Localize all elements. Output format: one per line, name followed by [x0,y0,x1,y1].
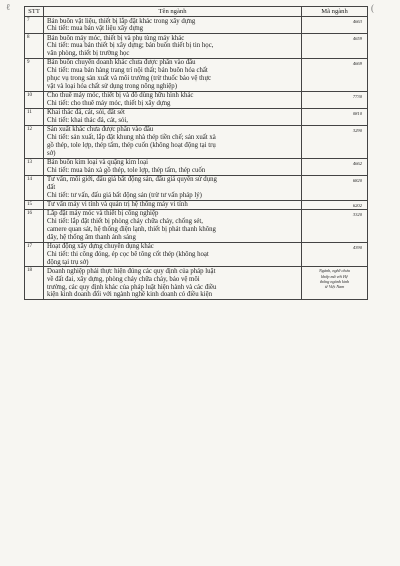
row-name [44,108,302,125]
row-name-line: Sản xuất khác chưa được phân vào đâu [47,126,154,134]
row-name-line: Chi tiết: thi công đóng, ép cọc bê tông cốt thép (không hoạt [47,250,209,258]
table-row [25,209,368,242]
row-code: 6820 [302,175,368,200]
row-name-line: dây, hệ thống âm thanh ánh sáng [47,233,136,241]
row-name-line: Tư vấn máy vi tính và quản trị hệ thống máy vi tính [47,201,188,209]
row-stt: 14 [25,175,44,200]
row-name [44,17,302,34]
row-name-line: đất [47,183,56,191]
row-name [44,91,302,108]
row-name-line: Doanh nghiệp phải thực hiện đúng các quy định của pháp luật [47,267,216,275]
header-ma-nganh: Mã ngành [302,7,368,17]
margin-mark-left: ℓ [6,2,11,12]
row-code: 3320 [302,209,368,242]
row-name-line: Bán buôn máy móc, thiết bị và phụ tùng máy khác [47,34,185,42]
row-name [44,209,302,242]
table-row [25,17,368,34]
row-name [44,200,302,209]
table-row [25,175,368,200]
row-name-line: Bán buôn vật liệu, thiết bị lắp đặt khác trong xây dựng [47,17,196,25]
row-name [44,267,302,300]
row-code-note-line: tế Việt Nam [324,284,345,290]
row-name-line: Chi tiết: tư vấn, đấu giá bất động sản (trừ tư vấn pháp lý) [47,191,202,199]
table-row [25,125,368,158]
row-stt: 9 [25,58,44,91]
row-stt: 11 [25,108,44,125]
row-name-line: Bán buôn kim loại và quặng kim loại [47,159,148,167]
row-code: 4669 [302,58,368,91]
row-name-line: động tại trụ sở) [47,258,89,266]
row-stt: 13 [25,158,44,175]
row-stt: 17 [25,242,44,267]
table-header-row [25,7,368,17]
row-name-line: Chi tiết: cho thuê máy móc, thiết bị xây dựng [47,99,171,107]
table-row [25,200,368,209]
row-name-line: kiện kinh doanh đối với ngành nghề kinh doanh có điều kiện [47,291,212,299]
header-stt: STT [25,7,44,17]
row-code: 4390 [302,242,368,267]
row-name-line: Cho thuê máy móc, thiết bị và đồ dùng hữu hình khác [47,92,194,100]
row-code: 4662 [302,158,368,175]
row-code-note-line: thống ngành kinh [319,278,350,284]
row-stt: 10 [25,91,44,108]
row-name-line: vật và loại hóa chất sử dụng trong nông nghiệp) [47,82,177,90]
row-name [44,242,302,267]
row-name [44,58,302,91]
row-name-line: Chi tiết: mua bán vật liệu xây dựng [47,25,143,33]
row-code: 7730 [302,91,368,108]
row-name [44,158,302,175]
row-stt: 16 [25,209,44,242]
row-stt: 12 [25,125,44,158]
row-name-line: Bán buôn chuyên doanh khác chưa được phân vào đâu [47,59,196,67]
row-code: 4663 [302,17,368,34]
table-row [25,267,368,300]
table-body [25,17,368,300]
row-code: 3290 [302,125,368,158]
row-name-line: về đất đai, xây dựng, phòng cháy chữa cháy, bảo vệ môi [47,275,200,283]
row-code: 0810 [302,108,368,125]
row-name-line: Chi tiết: mua bán thiết bị xây dựng; bán buôn thiết bị tin học, [47,42,214,50]
row-code-note-line: khớp mã với Hệ [321,273,348,279]
row-name-line: camere quan sát, hệ thống điện lạnh, thiết bị phát thanh không [47,225,216,233]
header-ten-nganh: Tên ngành [44,7,302,17]
row-name [44,125,302,158]
row-name-line: văn phòng, thiết bị trường học [47,50,130,58]
row-name-line: Chi tiết: mua bán xà gồ thép, tole lợp, thép tấm, thép cuốn [47,166,206,174]
row-name-line: sở) [47,149,56,157]
row-name-line: Tư vấn, môi giới, đấu giá bất động sản, đấu giá quyền sử dụng [47,176,217,184]
table-row [25,34,368,59]
row-name-line: Khai thác đá, cát, sỏi, đất sét [47,109,125,117]
table-row [25,158,368,175]
margin-mark-right: ( [371,3,374,13]
row-stt: 15 [25,200,44,209]
row-code: 4659 [302,34,368,59]
row-name-line: Chi tiết: lắp đặt thiết bị phòng cháy chữa cháy, chống sét, [47,218,203,226]
row-name [44,34,302,59]
row-name-line: Chi tiết: mua bán hàng trang trí nội thất; bán buôn hóa chất [47,67,208,75]
row-code: 6202 [302,200,368,209]
row-name-line: Chi tiết: sản xuất, lắp đặt khung nhà thép tiền chế; sản xuất xà [47,134,216,142]
row-code-note [302,267,368,300]
row-name-line: phục vụ trong sản xuất và môi trường (trừ thuốc bảo vệ thực [47,75,212,83]
row-name-line: Chi tiết: khai thác đá, cát, sỏi, [47,117,128,125]
table-row [25,91,368,108]
business-lines-table [24,6,368,300]
table-row [25,242,368,267]
row-stt: 7 [25,17,44,34]
table-row [25,108,368,125]
row-name [44,175,302,200]
row-stt: 8 [25,34,44,59]
row-name-line: Lắp đặt máy móc và thiết bị công nghiệp [47,210,159,218]
row-stt: 18 [25,267,44,300]
row-name-line: gồ thép, tole lợp, thép tấm, thép cuốn (không hoạt động tại trụ [47,141,216,149]
row-name-line: Hoạt động xây dựng chuyên dụng khác [47,243,154,251]
table-row [25,58,368,91]
row-name-line: trường, các quy định khác của pháp luật hiện hành và các điều [47,283,217,291]
row-code-note-line: Ngành, nghề chưa [319,268,350,274]
